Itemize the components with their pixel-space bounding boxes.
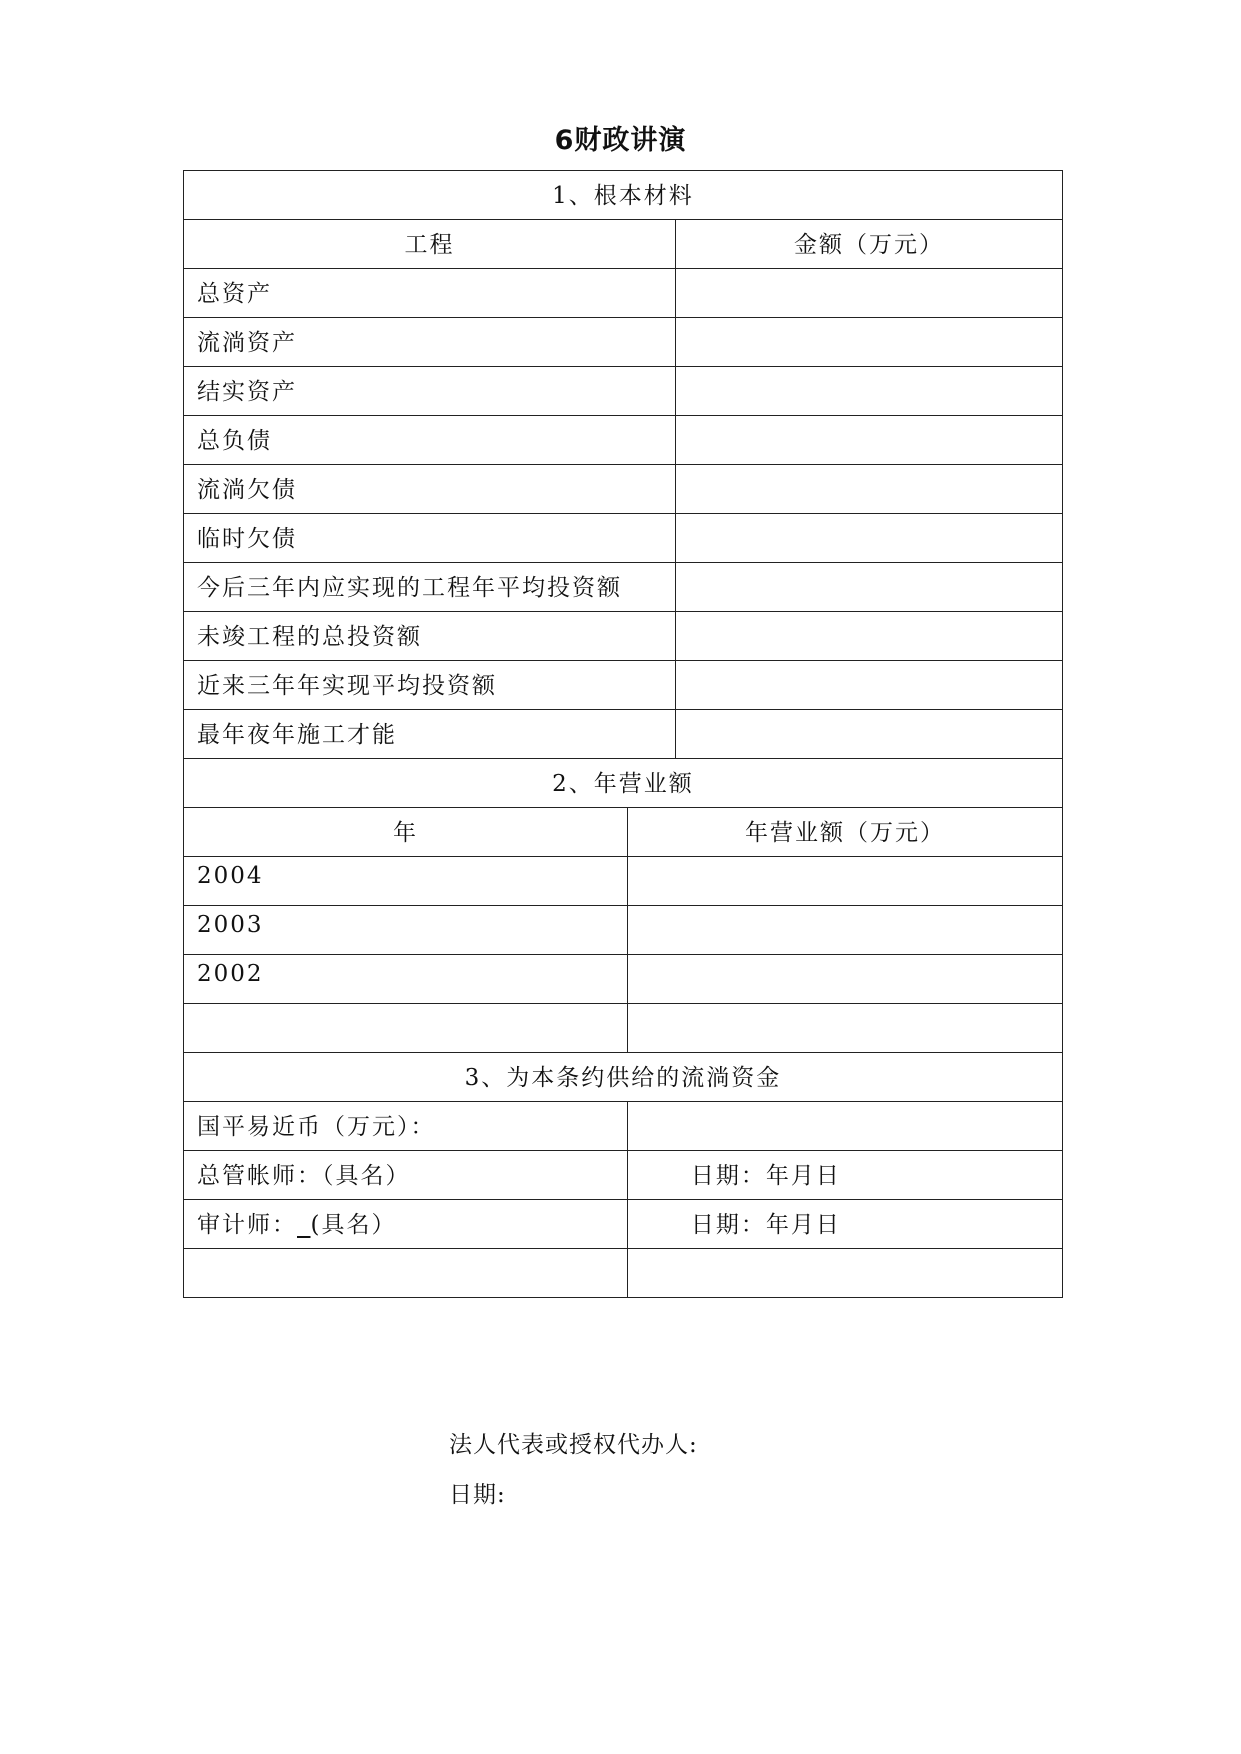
- year-cell: 2003: [197, 912, 264, 938]
- section2-header: 2、年营业额: [552, 771, 694, 797]
- col-revenue-header: 年营业额（万元）: [627, 808, 1062, 856]
- amount-cell[interactable]: [675, 563, 1062, 611]
- representative-signature-label: 法人代表或授权代办人:: [449, 1432, 698, 1458]
- col-item-header: 工程: [404, 232, 455, 258]
- section1-column-header-row: [184, 219, 1062, 268]
- empty-cell[interactable]: [627, 1249, 1062, 1297]
- auditor-prefix: 审计师：: [197, 1212, 297, 1238]
- table-row: [184, 415, 1062, 464]
- table-row: [184, 366, 1062, 415]
- year-cell[interactable]: [184, 1004, 627, 1052]
- section2-header-row: [184, 758, 1062, 807]
- table-row: [184, 660, 1062, 709]
- table-row: [184, 856, 1062, 905]
- amount-cell[interactable]: [675, 710, 1062, 758]
- table-row: [184, 1248, 1062, 1297]
- amount-cell[interactable]: [675, 514, 1062, 562]
- table-row: [184, 1199, 1062, 1248]
- amount-cell[interactable]: [675, 612, 1062, 660]
- revenue-cell[interactable]: [627, 955, 1062, 1003]
- section3-header: 3、为本条约供给的流淌资金: [464, 1065, 782, 1091]
- year-cell: 2004: [197, 863, 264, 889]
- table-row: [184, 1101, 1062, 1150]
- auditor-label: [184, 1200, 627, 1248]
- section1-header-row: [184, 170, 1062, 219]
- table-row: [184, 1003, 1062, 1052]
- revenue-cell[interactable]: [627, 906, 1062, 954]
- empty-cell[interactable]: [184, 1249, 627, 1297]
- revenue-cell[interactable]: [627, 1004, 1062, 1052]
- financial-report-table: [183, 170, 1063, 1298]
- row-label: 总负债: [197, 428, 272, 454]
- table-row: [184, 905, 1062, 954]
- amount-cell[interactable]: [675, 416, 1062, 464]
- table-row: [184, 317, 1062, 366]
- amount-cell[interactable]: [675, 661, 1062, 709]
- row-label: 总资产: [197, 281, 272, 307]
- amount-cell[interactable]: [675, 367, 1062, 415]
- row-label: 流淌资产: [197, 330, 297, 356]
- table-row: [184, 268, 1062, 317]
- row-label: 未竣工程的总投资额: [197, 624, 422, 650]
- table-row: [184, 562, 1062, 611]
- amount-cell[interactable]: [675, 269, 1062, 317]
- table-row: [184, 611, 1062, 660]
- table-row: [184, 513, 1062, 562]
- auditor-date: 日期：年月日: [627, 1200, 1062, 1248]
- row-label: 今后三年内应实现的工程年平均投资额: [197, 575, 622, 601]
- row-label: 最年夜年施工才能: [197, 722, 397, 748]
- section2-column-header-row: [184, 807, 1062, 856]
- auditor-blank: _: [297, 1212, 311, 1238]
- row-label: 临时欠债: [197, 526, 297, 552]
- row-label: 流淌欠债: [197, 477, 297, 503]
- amount-cell[interactable]: [675, 465, 1062, 513]
- row-label: 近来三年年实现平均投资额: [197, 673, 497, 699]
- revenue-cell[interactable]: [627, 857, 1062, 905]
- table-row: [184, 709, 1062, 758]
- chief-accountant-date: 日期：年月日: [627, 1151, 1062, 1199]
- table-row: [184, 1150, 1062, 1199]
- table-row: [184, 954, 1062, 1003]
- section1-header: 1、根本材料: [552, 183, 694, 209]
- section3-header-row: [184, 1052, 1062, 1101]
- year-cell: 2002: [197, 961, 264, 987]
- currency-label: 国平易近币（万元）：: [197, 1114, 436, 1140]
- document-title: 6财政讲演: [554, 125, 687, 156]
- row-label: 结实资产: [197, 379, 297, 405]
- col-amount-header: 金额（万元）: [675, 220, 1062, 268]
- auditor-suffix: (具名）: [310, 1212, 397, 1238]
- chief-accountant-label: 总管帐师：（具名）: [197, 1163, 411, 1189]
- amount-cell[interactable]: [675, 318, 1062, 366]
- signature-date-label: 日期:: [449, 1482, 506, 1508]
- table-row: [184, 464, 1062, 513]
- col-year-header: 年: [392, 820, 418, 846]
- currency-amount-cell[interactable]: [627, 1102, 1062, 1150]
